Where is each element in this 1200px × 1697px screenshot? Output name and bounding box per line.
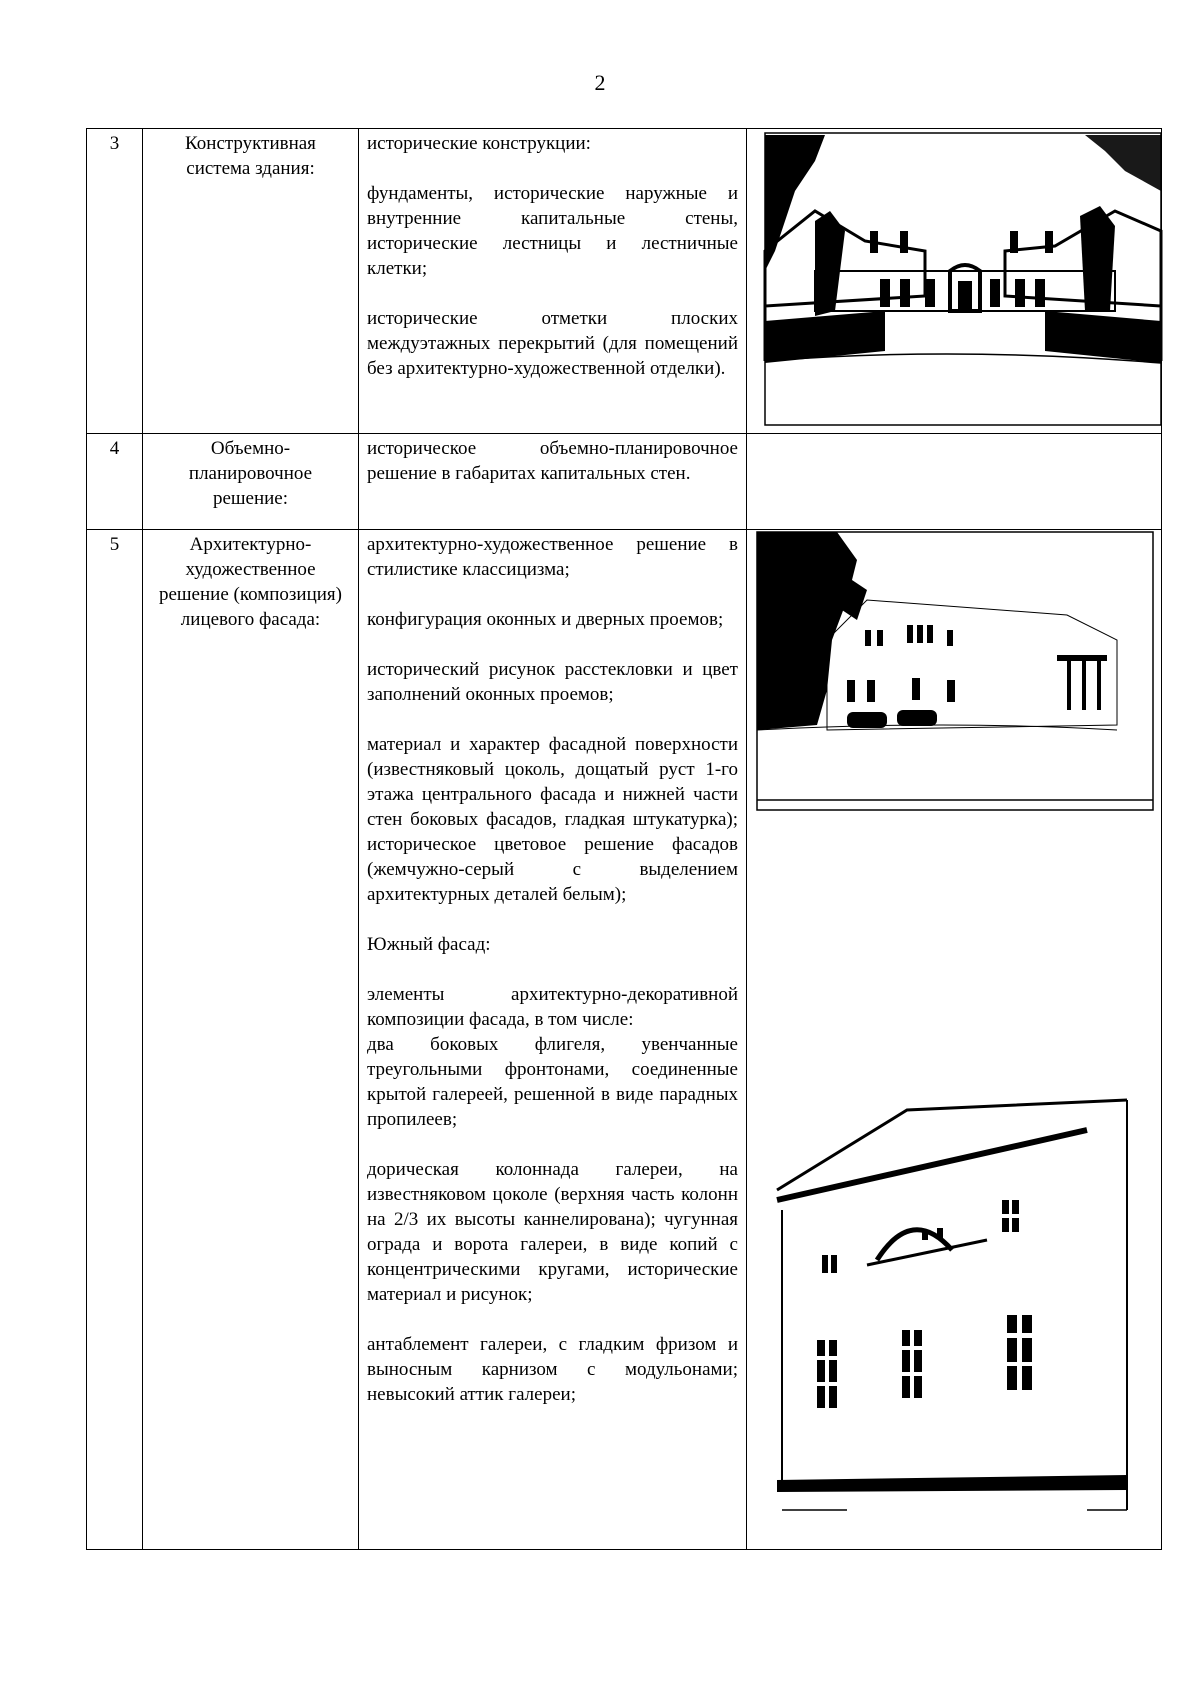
row-description: [359, 434, 747, 530]
south-facade-photo: [747, 1090, 1162, 1530]
photo-cell: [747, 530, 1162, 1550]
description-paragraph: фундаменты, исторические наружные и внутренние капитальные стены, исторические лестницы и лестничные клетки;: [367, 183, 738, 279]
photo-cell: [747, 129, 1162, 434]
empty-photo-cell: [747, 434, 1162, 530]
row-number: 3: [87, 129, 143, 434]
description-paragraph: дорическая колоннада галереи, на известняковом цоколе (верхняя часть колонн на 2/3 их высоты каннелирована); чугунная ограда и ворота галереи, в виде копий с концентрическими кругами, исторические материал и рисунок;: [367, 1159, 738, 1305]
monument-subject-table: [86, 128, 1162, 1550]
row-description: [359, 530, 747, 1550]
row-name: Объемно-планировочное решение:: [143, 434, 359, 530]
courtyard-photo: [755, 131, 1170, 431]
description-paragraph: исторический рисунок расстекловки и цвет заполнений оконных проемов;: [367, 659, 738, 705]
row-number: 4: [87, 434, 143, 530]
description-paragraph: историческое объемно-планировочное решение в габаритах капитальных стен.: [367, 438, 738, 484]
table-row: [87, 434, 1162, 530]
row-name: Архитектурно-художественное решение (композиция) лицевого фасада:: [143, 530, 359, 1550]
row-name: Конструктивная система здания:: [143, 129, 359, 434]
row-description: [359, 129, 747, 434]
facade-photo-top: [747, 530, 1162, 830]
description-paragraph: архитектурно-художественное решение в стилистике классицизма;: [367, 534, 738, 580]
description-paragraph: исторические конструкции:: [367, 133, 591, 154]
table-row: [87, 129, 1162, 434]
description-paragraph: Южный фасад:: [367, 934, 491, 955]
description-paragraph: элементы архитектурно-декоративной композиции фасада, в том числе:: [367, 984, 738, 1030]
description-paragraph: исторические отметки плоских междуэтажных перекрытий (для помещений без архитектурно-художественной отделки).: [367, 308, 738, 379]
table-row: [87, 530, 1162, 1550]
description-paragraph: материал и характер фасадной поверхности (известняковый цоколь, дощатый руст 1-го этажа центрального фасада и нижней части стен боковых фасадов, гладкая штукатурка); историческое цветовое решение фасадов (жемчужно-серый с выделением архитектурных деталей белым);: [367, 734, 738, 905]
description-paragraph: антаблемент галереи, с гладким фризом и выносным карнизом с модульонами; невысокий аттик галереи;: [367, 1334, 738, 1405]
description-paragraph: конфигурация оконных и дверных проемов;: [367, 609, 724, 630]
page-number: 2: [594, 70, 606, 95]
description-paragraph: два боковых флигеля, увенчанные треугольными фронтонами, соединенные крытой галереей, решенной в виде парадных пропилеев;: [367, 1034, 738, 1130]
row-number: 5: [87, 530, 143, 1550]
